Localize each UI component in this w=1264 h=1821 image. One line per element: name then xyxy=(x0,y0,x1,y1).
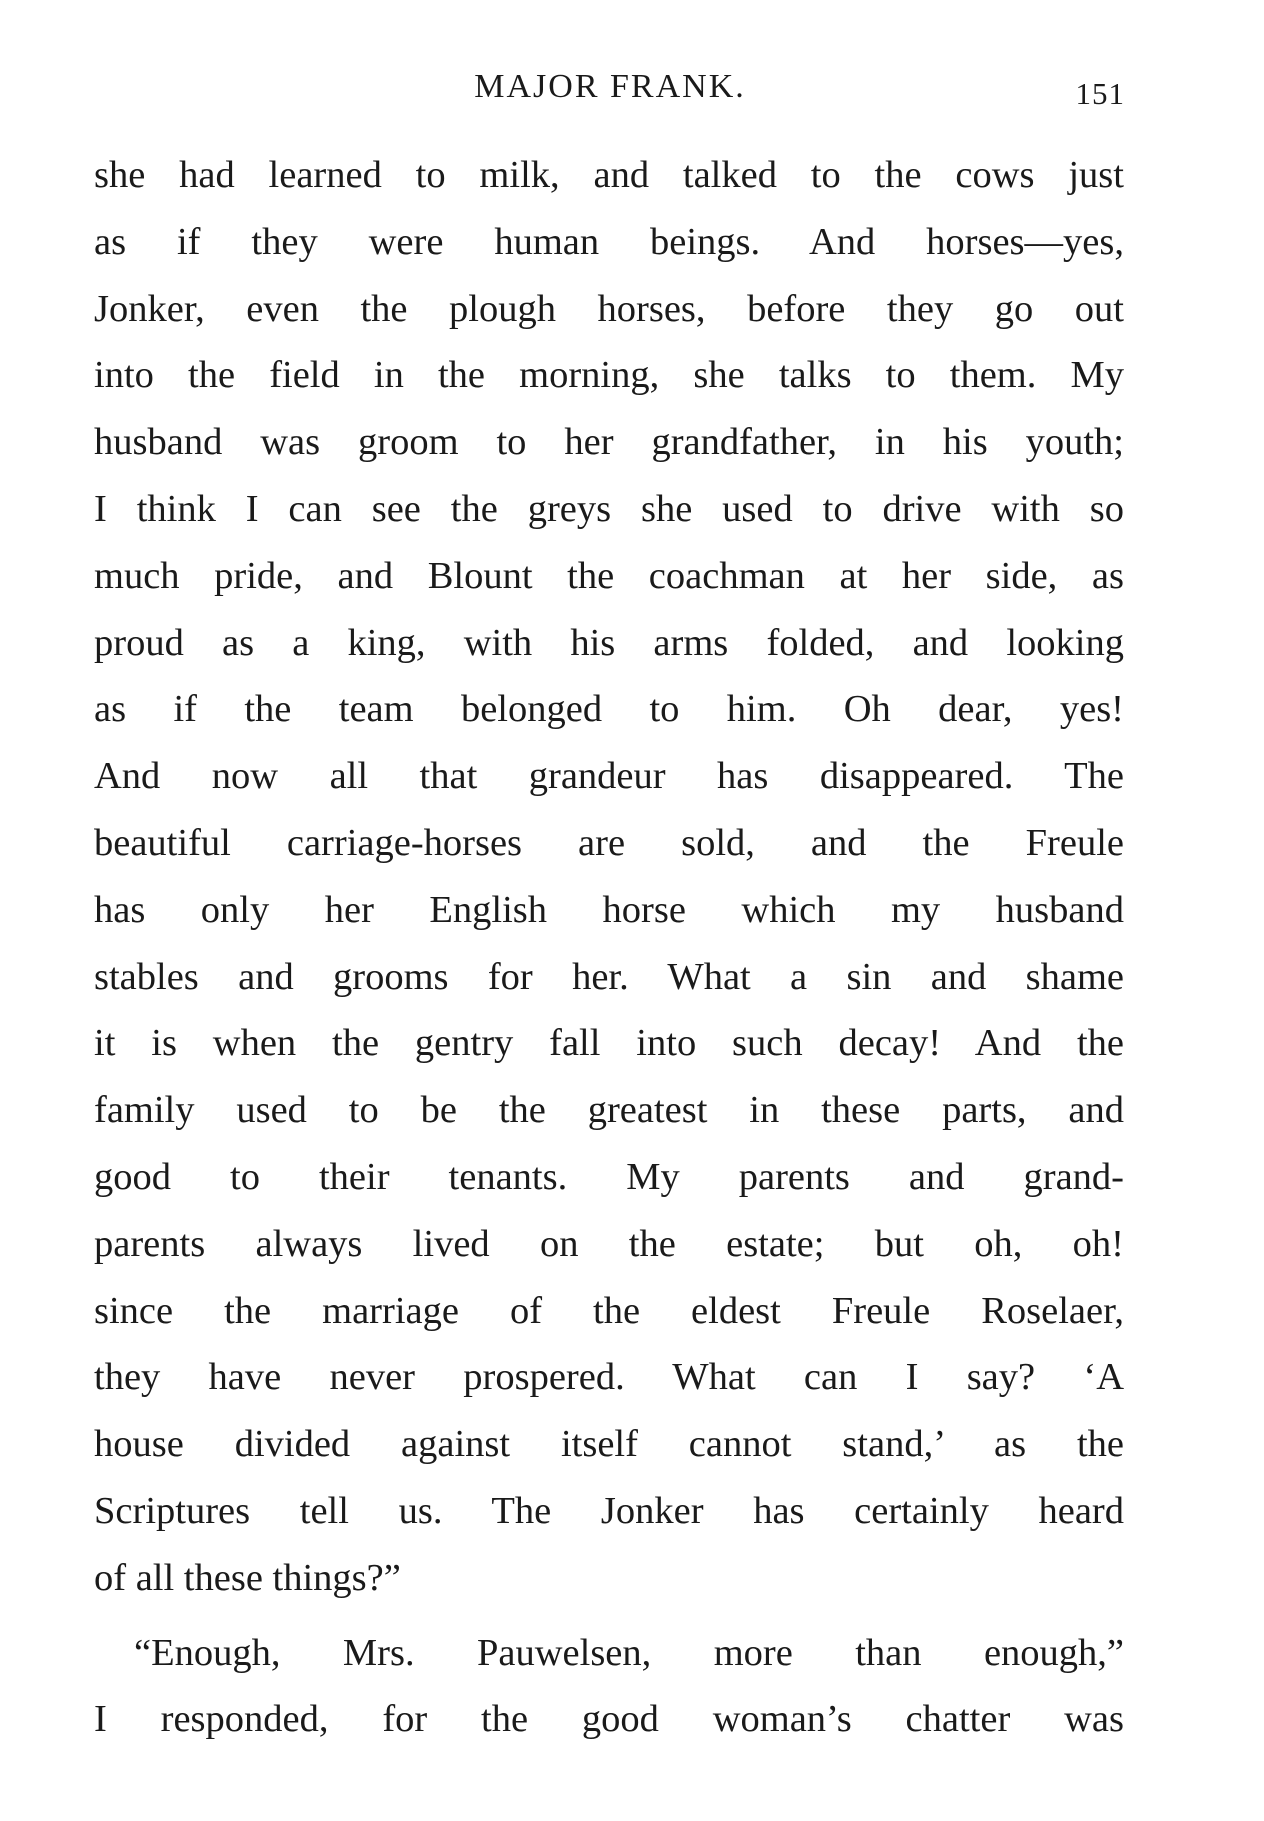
text-line: she had learned to milk, and talked to the cows just xyxy=(94,154,1124,196)
text-line: it is when the gentry fall into such decay! And the xyxy=(94,1022,1124,1065)
text-line: has only her English horse which my husband xyxy=(94,888,1124,931)
text-line: proud as a king, with his arms folded, and looking xyxy=(94,621,1124,664)
text-line: of all these things?” xyxy=(94,1556,401,1599)
paragraph xyxy=(94,142,1124,1612)
text-line: into the field in the morning, she talks to them. My xyxy=(94,354,1124,397)
text-line: good to their tenants. My parents and grand- xyxy=(94,1155,1124,1198)
text-line: they have never prospered. What can I say? ‘A xyxy=(94,1356,1124,1399)
text-line: I responded, for the good woman’s chatter was xyxy=(94,1698,1124,1741)
page-number: 151 xyxy=(1075,76,1125,111)
running-head xyxy=(95,68,1125,118)
text-line: as if the team belonged to him. Oh dear, yes! xyxy=(94,688,1124,731)
text-line: since the marriage of the eldest Freule Roselaer, xyxy=(94,1289,1124,1332)
text-line: Scriptures tell us. The Jonker has certainly heard xyxy=(94,1489,1124,1532)
text-line: husband was groom to her grandfather, in his youth; xyxy=(94,421,1124,464)
text-line: stables and grooms for her. What a sin and shame xyxy=(94,955,1124,998)
text-line: “Enough, Mrs. Pauwelsen, more than enough,” xyxy=(134,1631,1124,1674)
text-line: house divided against itself cannot stand,’ as the xyxy=(94,1423,1124,1466)
body-text xyxy=(94,142,1124,1753)
text-line: And now all that grandeur has disappeared. The xyxy=(94,755,1124,798)
running-title: MAJOR FRANK. xyxy=(474,68,746,105)
paragraph xyxy=(94,1620,1124,1754)
text-line: much pride, and Blount the coachman at her side, as xyxy=(94,554,1124,597)
paragraph-gap xyxy=(94,1612,1124,1620)
text-line: parents always lived on the estate; but oh, oh! xyxy=(94,1222,1124,1265)
text-line: family used to be the greatest in these parts, and xyxy=(94,1089,1124,1132)
text-line: I think I can see the greys she used to drive with so xyxy=(94,487,1124,530)
text-line: Jonker, even the plough horses, before they go out xyxy=(94,287,1124,330)
text-line: as if they were human beings. And horses—yes, xyxy=(94,220,1124,263)
text-line: beautiful carriage-horses are sold, and the Freule xyxy=(94,821,1124,864)
